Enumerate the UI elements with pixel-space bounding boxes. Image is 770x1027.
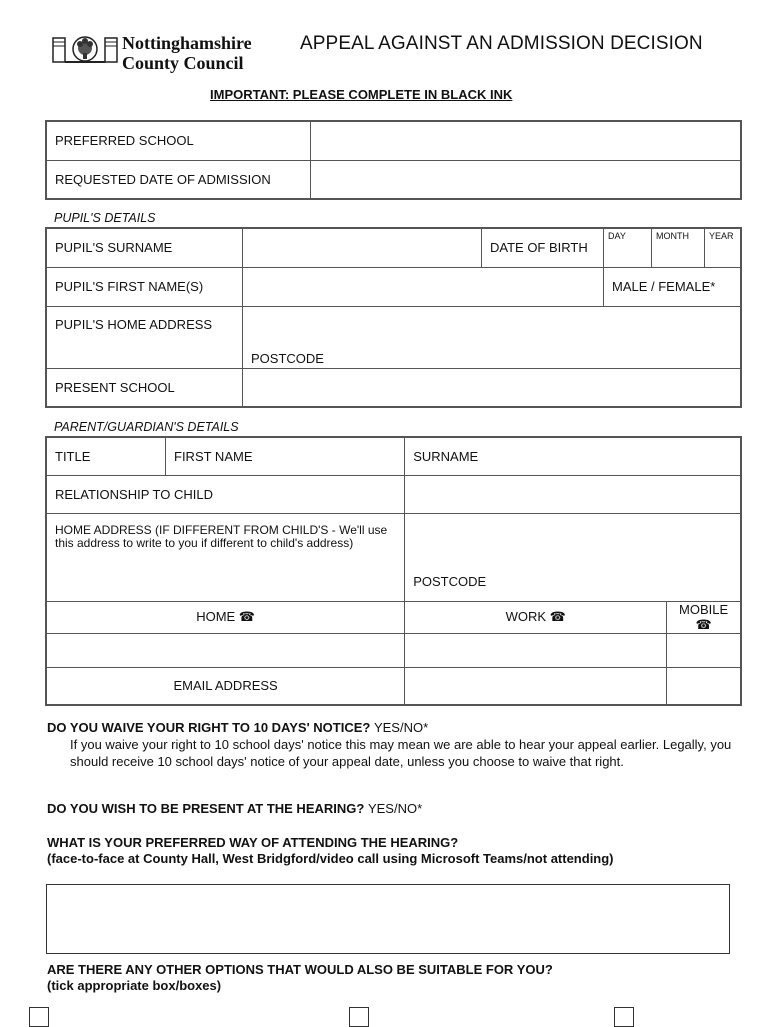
pupil-table bbox=[45, 227, 742, 408]
surname-field[interactable] bbox=[405, 437, 741, 475]
present-school-label: PRESENT SCHOOL bbox=[46, 368, 243, 407]
parent-address-field[interactable] bbox=[405, 513, 741, 601]
question-waive-notice bbox=[47, 720, 428, 735]
title-field[interactable] bbox=[46, 437, 166, 475]
pupil-details-heading: PUPIL'S DETAILS bbox=[54, 211, 156, 225]
organisation-name bbox=[122, 33, 252, 73]
waive-yes-no[interactable]: YES/NO* bbox=[373, 720, 429, 735]
home-address-label: PUPIL'S HOME ADDRESS bbox=[46, 306, 243, 368]
postcode-label: POSTCODE bbox=[251, 350, 324, 366]
org-line-2: County Council bbox=[122, 53, 244, 73]
waive-explanation: If you waive your right to 10 school days' notice this may mean we are able to hear your appeal earlier. Legally, you should receive 10 school days' notice of your appeal date, unless you choose to waive that right. bbox=[70, 737, 732, 769]
parent-address-label: HOME ADDRESS (IF DIFFERENT FROM CHILD'S - We'll use this address to write to you if different to child's address) bbox=[46, 513, 405, 601]
pupil-first-names-label: PUPIL'S FIRST NAME(S) bbox=[46, 267, 243, 306]
gender-field[interactable]: MALE / FEMALE* bbox=[604, 267, 742, 306]
pupil-surname-field[interactable] bbox=[243, 228, 482, 267]
preferred-way-options: (face-to-face at County Hall, West Bridgford/video call using Microsoft Teams/not attending) bbox=[47, 851, 614, 866]
mobile-phone-header: MOBILE ☎ bbox=[667, 601, 741, 633]
preferred-way-answer-box[interactable] bbox=[46, 884, 730, 954]
home-address-field[interactable] bbox=[243, 306, 742, 368]
requested-date-label: REQUESTED DATE OF ADMISSION bbox=[46, 160, 311, 199]
title-label: TITLE bbox=[55, 448, 91, 464]
important-notice: IMPORTANT: PLEASE COMPLETE IN BLACK INK bbox=[210, 87, 513, 102]
option-checkbox-3[interactable] bbox=[614, 1007, 634, 1027]
pupil-first-names-field[interactable] bbox=[243, 267, 604, 306]
work-phone-header: WORK ☎ bbox=[405, 601, 667, 633]
dob-month-field[interactable] bbox=[652, 228, 705, 267]
email-field[interactable] bbox=[405, 667, 667, 705]
question-preferred-way: WHAT IS YOUR PREFERRED WAY OF ATTENDING THE HEARING? bbox=[47, 835, 459, 850]
requested-date-field[interactable] bbox=[311, 160, 742, 199]
dob-day-field[interactable] bbox=[604, 228, 652, 267]
surname-label: SURNAME bbox=[413, 448, 479, 464]
email-extra-field[interactable] bbox=[667, 667, 741, 705]
mobile-phone-field[interactable] bbox=[667, 633, 741, 667]
pupil-surname-label: PUPIL'S SURNAME bbox=[46, 228, 243, 267]
option-checkbox-1[interactable] bbox=[29, 1007, 49, 1027]
dob-year-label: YEAR bbox=[709, 231, 734, 241]
question-waive-text: DO YOU WAIVE YOUR RIGHT TO 10 DAYS' NOTICE? bbox=[47, 720, 371, 735]
parent-postcode-label: POSTCODE bbox=[413, 573, 487, 589]
home-phone-header: HOME ☎ bbox=[46, 601, 405, 633]
dob-label: DATE OF BIRTH bbox=[482, 228, 604, 267]
question-present-hearing bbox=[47, 801, 422, 816]
parent-details-heading: PARENT/GUARDIAN'S DETAILS bbox=[54, 420, 239, 434]
school-table bbox=[45, 120, 742, 200]
email-label: EMAIL ADDRESS bbox=[46, 667, 405, 705]
option-checkbox-2[interactable] bbox=[349, 1007, 369, 1027]
county-council-logo bbox=[52, 32, 118, 68]
present-school-field[interactable] bbox=[243, 368, 742, 407]
other-options-instruction: (tick appropriate box/boxes) bbox=[47, 978, 222, 993]
dob-year-field[interactable] bbox=[705, 228, 742, 267]
question-other-options: ARE THERE ANY OTHER OPTIONS THAT WOULD ALSO BE SUITABLE FOR YOU? bbox=[47, 962, 553, 977]
first-name-field[interactable] bbox=[166, 437, 405, 475]
org-line-1: Nottinghamshire bbox=[122, 33, 252, 53]
home-phone-field[interactable] bbox=[46, 633, 405, 667]
preferred-school-field[interactable] bbox=[311, 121, 742, 160]
relationship-field[interactable] bbox=[405, 475, 741, 513]
parent-table bbox=[45, 436, 742, 706]
preferred-school-label: PREFERRED SCHOOL bbox=[46, 121, 311, 160]
dob-month-label: MONTH bbox=[656, 231, 689, 241]
dob-day-label: DAY bbox=[608, 231, 626, 241]
question-present-text: DO YOU WISH TO BE PRESENT AT THE HEARING? bbox=[47, 801, 365, 816]
present-yes-no[interactable]: YES/NO* bbox=[367, 801, 423, 816]
first-name-label: FIRST NAME bbox=[174, 448, 253, 464]
relationship-label: RELATIONSHIP TO CHILD bbox=[46, 475, 405, 513]
document-title: APPEAL AGAINST AN ADMISSION DECISION bbox=[300, 33, 703, 54]
work-phone-field[interactable] bbox=[405, 633, 667, 667]
